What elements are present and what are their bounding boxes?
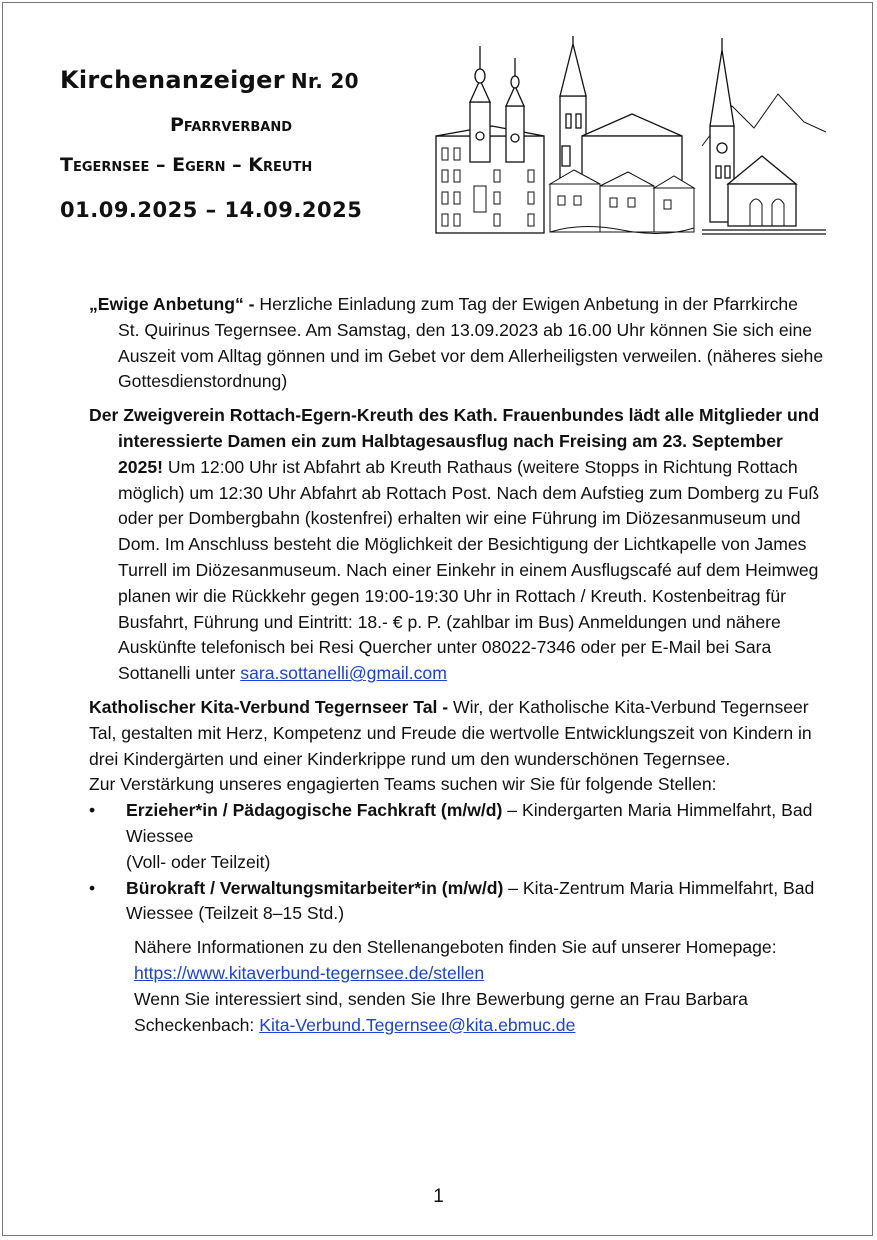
- kreuth-church-drawing: [702, 38, 826, 234]
- church-illustration: [432, 36, 827, 236]
- kita-email-link[interactable]: Kita-Verbund.Tegernsee@kita.ebmuc.de: [259, 1014, 576, 1035]
- article-title: Katholischer Kita-Verbund Tegernseer Tal -: [89, 696, 449, 717]
- date-range: 01.09.2025 – 14.09.2025: [60, 198, 363, 222]
- bullet: •: [89, 800, 96, 821]
- job-detail: – Kindergarten Maria Himmelfahrt, Bad Wiessee: [126, 800, 813, 846]
- article-title: Der Zweigverein Rottach-Egern-Kreuth des Kath. Frauenbundes lädt alle Mitglieder und interessierte Damen ein zum Halbtagesausflug nach Freising am 23. September 2025!: [89, 405, 820, 477]
- article-body: Um 12:00 Uhr ist Abfahrt ab Kreuth Rathaus (weitere Stopps in Richtung Rottach möglich) um 12:30 Uhr Abfahrt ab Rottach Post. Nach dem Aufstieg zum Domberg zu Fuß oder per Dombergbahn (kostenfrei) erhalten wir eine Führung im Diözesanmuseum und Dom. Im Anschluss besteht die Möglichkeit der Besichtigung der Lichtkapelle von James Turrell im Diözesanmuseum. Nach einer Einkehr in einem Ausflugscafé auf dem Heimweg planen wir die Rückkehr gegen 19:00-19:30 Uhr in Rottach / Kreuth. Kostenbeitrag für Busfahrt, Führung und Eintritt: 18.- € p. P. (zahlbar im Bus) Anmeldungen und nähere Auskünfte telefonisch bei Resi Quercher unter 08022-7346 oder per E-Mail bei Sara Sottanelli unter: [118, 456, 820, 684]
- pfarrverband-label: Pfarrverband: [170, 114, 292, 136]
- article-title: „Ewige Anbetung“ -: [89, 294, 255, 314]
- article-frauenbund: [89, 403, 824, 687]
- job-detail: – Kita-Zentrum Maria Himmelfahrt, Bad Wiessee (Teilzeit 8–15 Std.): [126, 877, 815, 924]
- job-extra: (Voll- oder Teilzeit): [126, 851, 271, 872]
- parish-places: Tegernsee – Egern – Kreuth: [60, 154, 313, 176]
- job-item: [89, 798, 824, 875]
- bulletin-content: [89, 292, 824, 1038]
- article-ewige-anbetung: [89, 292, 824, 395]
- job-list: [89, 798, 824, 927]
- bullet: •: [89, 877, 96, 898]
- article-body: Herzliche Einladung zum Tag der Ewigen Anbetung in der Pfarrkirche St. Quirinus Tegernsee. Am Samstag, den 13.09.2023 ab 16.00 Uhr können Sie sich eine Auszeit vom Alltag gönnen und im Gebet vor dem Allerheiligsten verweilen. (näheres siehe Gottesdienstordnung): [118, 294, 824, 392]
- info-homepage-text: Nähere Informationen zu den Stellenangeboten finden Sie auf unserer Homepage:: [134, 937, 777, 958]
- bulletin-title: [60, 66, 359, 94]
- frauenbund-email-link[interactable]: sara.sottanelli@gmail.com: [240, 663, 447, 684]
- info-application-text: Wenn Sie interessiert sind, senden Sie Ihre Bewerbung gerne an Frau Barbara Scheckenbach:: [134, 988, 748, 1035]
- kita-intro: Wir, der Katholische Kita-Verbund Tegernseer Tal, gestalten mit Herz, Kompetenz und Freude die wertvolle Entwicklungszeit von Kindern in drei Kindergärten und einer Kinderkrippe rund um den wunderschönen Tegernsee.: [89, 696, 812, 769]
- bulletin-name: Kirchenanzeiger: [60, 66, 285, 94]
- job-title: Bürokraft / Verwaltungsmitarbeiter*in (m/w/d): [126, 877, 504, 898]
- article-kita-verbund: [89, 695, 824, 1038]
- kita-search-line: Zur Verstärkung unseres engagierten Teams suchen wir Sie für folgende Stellen:: [89, 774, 717, 795]
- kita-homepage-link[interactable]: https://www.kitaverbund-tegernsee.de/stellen: [134, 962, 485, 983]
- job-title: Erzieher*in / Pädagogische Fachkraft (m/w/d): [126, 800, 503, 821]
- egern-church-drawing: [550, 36, 694, 234]
- kita-contact-info: [134, 935, 824, 1038]
- tegernsee-abbey-drawing: [436, 46, 544, 233]
- page-number: 1: [433, 1186, 444, 1207]
- issue-number: Nr. 20: [290, 69, 359, 93]
- job-item: [89, 876, 824, 928]
